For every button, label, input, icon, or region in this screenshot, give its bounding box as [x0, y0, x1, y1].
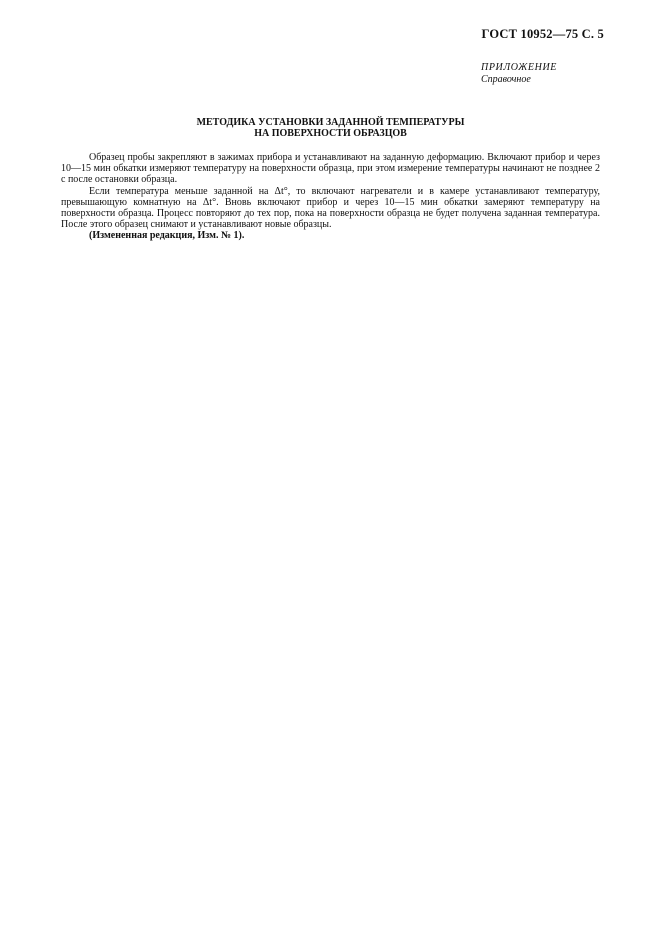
appendix-label: ПРИЛОЖЕНИЕ — [481, 62, 557, 73]
document-title — [0, 117, 661, 139]
body-text — [61, 152, 600, 242]
title-line-2: НА ПОВЕРХНОСТИ ОБРАЗЦОВ — [254, 128, 407, 139]
page-header: ГОСТ 10952—75 С. 5 — [481, 27, 604, 41]
paragraph-2: Если температура меньше заданной на Δt°, то включают нагреватели и в камере устанавливают температуру, превышающую комнатную на Δt°. Вновь включают прибор и через 10—15 мин обкатки замеряют температуру на поверхности образца. Процесс повторяют до тех пор, пока на поверхности образца не будет получена заданная температура. После этого образец снимают и устанавливают новые образцы. — [61, 185, 600, 231]
title-line-1: МЕТОДИКА УСТАНОВКИ ЗАДАННОЙ ТЕМПЕРАТУРЫ — [196, 117, 465, 128]
appendix-type: Справочное — [481, 74, 531, 85]
amendment-note: (Измененная редакция, Изм. № 1). — [89, 230, 245, 242]
paragraph-1: Образец пробы закрепляют в зажимах прибора и устанавливают на заданную деформацию. Включают прибор и через 10—15 мин обкатки измеряют температуру на поверхности образца, при этом измерение температуры начинают не позднее 2 с после остановки образца. — [61, 152, 600, 186]
appendix-block — [481, 62, 601, 86]
